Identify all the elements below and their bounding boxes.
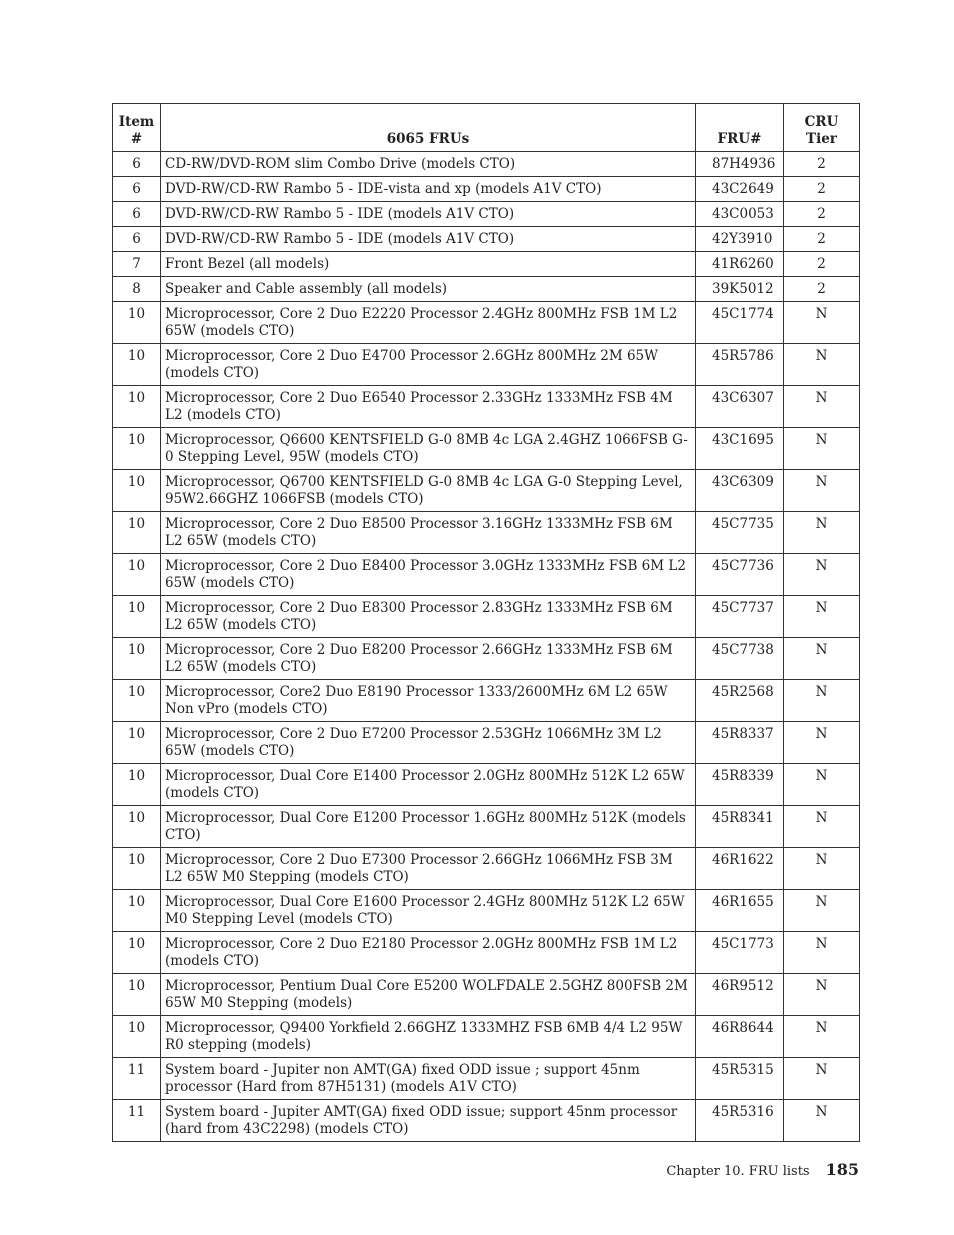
cell-description: Microprocessor, Pentium Dual Core E5200 WOLFDALE 2.5GHZ 800FSB 2M 65W M0 Stepping (models) <box>161 974 696 1016</box>
table-row <box>113 428 860 470</box>
cell-description: Microprocessor, Core 2 Duo E8400 Processor 3.0GHz 1333MHz FSB 6M L2 65W (models CTO) <box>161 554 696 596</box>
cell-fru: 45R8341 <box>696 806 784 848</box>
table-row <box>113 974 860 1016</box>
header-fru: FRU# <box>696 104 784 152</box>
cell-item: 6 <box>113 227 161 252</box>
cell-item: 10 <box>113 302 161 344</box>
cell-fru: 45R5316 <box>696 1100 784 1142</box>
cell-cru-tier: 2 <box>784 227 860 252</box>
table-row <box>113 680 860 722</box>
table-row <box>113 302 860 344</box>
cell-fru: 39K5012 <box>696 277 784 302</box>
cell-cru-tier: N <box>784 848 860 890</box>
cell-cru-tier: N <box>784 680 860 722</box>
cell-fru: 43C0053 <box>696 202 784 227</box>
cell-cru-tier: N <box>784 512 860 554</box>
fru-table <box>112 103 860 1142</box>
cell-fru: 46R8644 <box>696 1016 784 1058</box>
cell-description: System board - Jupiter non AMT(GA) fixed ODD issue ; support 45nm processor (Hard from 87H5131) (models A1V CTO) <box>161 1058 696 1100</box>
cell-item: 10 <box>113 512 161 554</box>
cell-fru: 45C1773 <box>696 932 784 974</box>
table-row <box>113 638 860 680</box>
cell-fru: 45C7736 <box>696 554 784 596</box>
table-row <box>113 1016 860 1058</box>
cell-fru: 45R5786 <box>696 344 784 386</box>
table-row <box>113 152 860 177</box>
cell-description: Microprocessor, Q6700 KENTSFIELD G-0 8MB 4c LGA G-0 Stepping Level, 95W2.66GHZ 1066FSB (models CTO) <box>161 470 696 512</box>
table-row <box>113 1058 860 1100</box>
page-footer <box>666 1160 859 1179</box>
cell-item: 10 <box>113 764 161 806</box>
cell-item: 11 <box>113 1058 161 1100</box>
cell-cru-tier: N <box>784 806 860 848</box>
table-row <box>113 890 860 932</box>
table-row <box>113 277 860 302</box>
cell-item: 8 <box>113 277 161 302</box>
cell-description: Microprocessor, Dual Core E1400 Processor 2.0GHz 800MHz 512K L2 65W (models CTO) <box>161 764 696 806</box>
cell-description: Microprocessor, Dual Core E1600 Processor 2.4GHz 800MHz 512K L2 65W M0 Stepping Level (models CTO) <box>161 890 696 932</box>
cell-description: Microprocessor, Dual Core E1200 Processor 1.6GHz 800MHz 512K (models CTO) <box>161 806 696 848</box>
table-row <box>113 470 860 512</box>
cell-description: Microprocessor, Core 2 Duo E6540 Processor 2.33GHz 1333MHz FSB 4M L2 (models CTO) <box>161 386 696 428</box>
cell-cru-tier: N <box>784 1058 860 1100</box>
table-row <box>113 386 860 428</box>
table-row <box>113 252 860 277</box>
cell-item: 10 <box>113 722 161 764</box>
table-row <box>113 722 860 764</box>
cell-cru-tier: N <box>784 974 860 1016</box>
cell-item: 10 <box>113 932 161 974</box>
cell-fru: 43C1695 <box>696 428 784 470</box>
cell-fru: 46R1655 <box>696 890 784 932</box>
header-description: 6065 FRUs <box>161 104 696 152</box>
header-item: Item # <box>113 104 161 152</box>
cell-cru-tier: 2 <box>784 152 860 177</box>
cell-item: 6 <box>113 202 161 227</box>
cell-description: Microprocessor, Core 2 Duo E2220 Processor 2.4GHz 800MHz FSB 1M L2 65W (models CTO) <box>161 302 696 344</box>
cell-cru-tier: N <box>784 344 860 386</box>
cell-cru-tier: N <box>784 1016 860 1058</box>
cell-description: Front Bezel (all models) <box>161 252 696 277</box>
cell-item: 11 <box>113 1100 161 1142</box>
table-row <box>113 596 860 638</box>
cell-fru: 87H4936 <box>696 152 784 177</box>
cell-description: Microprocessor, Core 2 Duo E8300 Processor 2.83GHz 1333MHz FSB 6M L2 65W (models CTO) <box>161 596 696 638</box>
cell-fru: 45R8339 <box>696 764 784 806</box>
table-header-row <box>113 104 860 152</box>
cell-item: 10 <box>113 974 161 1016</box>
cell-description: Microprocessor, Core2 Duo E8190 Processor 1333/2600MHz 6M L2 65W Non vPro (models CTO) <box>161 680 696 722</box>
table-row <box>113 344 860 386</box>
cell-item: 10 <box>113 554 161 596</box>
cell-fru: 46R1622 <box>696 848 784 890</box>
cell-fru: 43C2649 <box>696 177 784 202</box>
cell-item: 10 <box>113 1016 161 1058</box>
cell-description: Microprocessor, Core 2 Duo E4700 Processor 2.6GHz 800MHz 2M 65W (models CTO) <box>161 344 696 386</box>
cell-item: 6 <box>113 152 161 177</box>
cell-item: 10 <box>113 638 161 680</box>
table-row <box>113 227 860 252</box>
cell-description: System board - Jupiter AMT(GA) fixed ODD issue; support 45nm processor (hard from 43C2298) (models CTO) <box>161 1100 696 1142</box>
cell-item: 10 <box>113 596 161 638</box>
cell-fru: 45R8337 <box>696 722 784 764</box>
cell-description: DVD-RW/CD-RW Rambo 5 - IDE (models A1V CTO) <box>161 202 696 227</box>
cell-cru-tier: N <box>784 470 860 512</box>
chapter-label: Chapter 10. FRU lists <box>666 1164 810 1179</box>
table-body <box>113 152 860 1142</box>
cell-item: 10 <box>113 848 161 890</box>
cell-cru-tier: N <box>784 596 860 638</box>
cell-fru: 43C6309 <box>696 470 784 512</box>
table-row <box>113 512 860 554</box>
cell-fru: 45C1774 <box>696 302 784 344</box>
table-row <box>113 806 860 848</box>
cell-fru: 46R9512 <box>696 974 784 1016</box>
page-number: 185 <box>825 1160 859 1179</box>
cell-cru-tier: N <box>784 386 860 428</box>
table-row <box>113 764 860 806</box>
table-row <box>113 177 860 202</box>
cell-description: Microprocessor, Core 2 Duo E8200 Processor 2.66GHz 1333MHz FSB 6M L2 65W (models CTO) <box>161 638 696 680</box>
cell-cru-tier: N <box>784 554 860 596</box>
cell-fru: 45C7738 <box>696 638 784 680</box>
cell-cru-tier: 2 <box>784 177 860 202</box>
cell-cru-tier: N <box>784 890 860 932</box>
cell-description: CD-RW/DVD-ROM slim Combo Drive (models CTO) <box>161 152 696 177</box>
cell-fru: 45R5315 <box>696 1058 784 1100</box>
cell-cru-tier: N <box>784 932 860 974</box>
cell-description: Microprocessor, Core 2 Duo E2180 Processor 2.0GHz 800MHz FSB 1M L2 (models CTO) <box>161 932 696 974</box>
table-row <box>113 202 860 227</box>
cell-item: 10 <box>113 428 161 470</box>
cell-fru: 45C7735 <box>696 512 784 554</box>
cell-description: Speaker and Cable assembly (all models) <box>161 277 696 302</box>
cell-item: 10 <box>113 806 161 848</box>
cell-cru-tier: N <box>784 764 860 806</box>
cell-fru: 42Y3910 <box>696 227 784 252</box>
cell-description: Microprocessor, Core 2 Duo E7300 Processor 2.66GHz 1066MHz FSB 3M L2 65W M0 Stepping (models CTO) <box>161 848 696 890</box>
cell-description: Microprocessor, Q6600 KENTSFIELD G-0 8MB 4c LGA 2.4GHZ 1066FSB G-0 Stepping Level, 95W (models CTO) <box>161 428 696 470</box>
cell-fru: 45C7737 <box>696 596 784 638</box>
cell-item: 10 <box>113 344 161 386</box>
cell-cru-tier: N <box>784 302 860 344</box>
cell-cru-tier: N <box>784 428 860 470</box>
cell-description: Microprocessor, Core 2 Duo E8500 Processor 3.16GHz 1333MHz FSB 6M L2 65W (models CTO) <box>161 512 696 554</box>
cell-fru: 45R2568 <box>696 680 784 722</box>
cell-item: 10 <box>113 890 161 932</box>
cell-cru-tier: N <box>784 722 860 764</box>
table-row <box>113 1100 860 1142</box>
cell-description: DVD-RW/CD-RW Rambo 5 - IDE (models A1V CTO) <box>161 227 696 252</box>
header-cru-tier: CRU Tier <box>784 104 860 152</box>
cell-item: 10 <box>113 470 161 512</box>
cell-cru-tier: 2 <box>784 277 860 302</box>
cell-cru-tier: N <box>784 638 860 680</box>
table-row <box>113 848 860 890</box>
cell-fru: 43C6307 <box>696 386 784 428</box>
cell-cru-tier: 2 <box>784 202 860 227</box>
cell-item: 10 <box>113 386 161 428</box>
cell-item: 7 <box>113 252 161 277</box>
table-row <box>113 554 860 596</box>
cell-item: 10 <box>113 680 161 722</box>
cell-item: 6 <box>113 177 161 202</box>
cell-description: Microprocessor, Core 2 Duo E7200 Processor 2.53GHz 1066MHz 3M L2 65W (models CTO) <box>161 722 696 764</box>
cell-fru: 41R6260 <box>696 252 784 277</box>
cell-description: Microprocessor, Q9400 Yorkfield 2.66GHZ 1333MHZ FSB 6MB 4/4 L2 95W R0 stepping (models) <box>161 1016 696 1058</box>
cell-cru-tier: 2 <box>784 252 860 277</box>
table-row <box>113 932 860 974</box>
cell-cru-tier: N <box>784 1100 860 1142</box>
cell-description: DVD-RW/CD-RW Rambo 5 - IDE-vista and xp (models A1V CTO) <box>161 177 696 202</box>
